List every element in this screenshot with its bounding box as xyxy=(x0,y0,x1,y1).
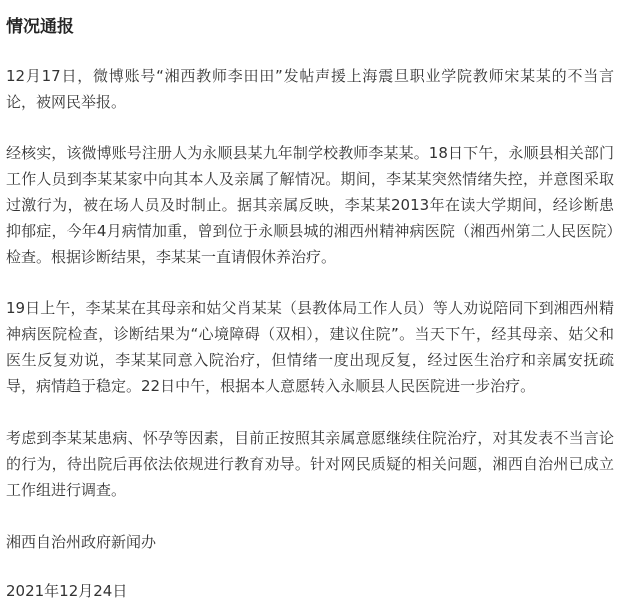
issuer-signature: 湘西自治州政府新闻办 xyxy=(6,533,157,551)
paragraph-report-source: 12月17日，微博账号“湘西教师李田田”发帖声援上海震旦职业学院教师宋某某的不当言论，被网民举报。 xyxy=(6,67,614,111)
page-title: 情况通报 xyxy=(6,17,74,37)
paragraph-follow-up: 考虑到李某某患病、怀孕等因素，目前正按照其亲属意愿继续住院治疗，对其发表不当言论的行为，待出院后再依法依规进行教育劝导。针对网民质疑的相关问题，湘西自治州已成立工作组进行调查。 xyxy=(6,429,614,499)
paragraph-treatment: 19日上午，李某某在其母亲和姑父肖某某（县教体局工作人员）等人劝说陪同下到湘西州精神病医院检查，诊断结果为“心境障碍（双相），建议住院”。当天下午，经其母亲、姑父和医生反复劝说，李某某同意入院治疗，但情绪一度出现反复，经过医生治疗和亲属安抚疏导，病情趋于稳定。22日中午，根据本人意愿转入永顺县人民医院进一步治疗。 xyxy=(6,299,614,395)
issue-date: 2021年12月24日 xyxy=(6,582,128,600)
paragraph-verification: 经核实，该微博账号注册人为永顺县某九年制学校教师李某某。18日下午，永顺县相关部门工作人员到李某某家中向其本人及亲属了解情况。期间，李某某突然情绪失控，并意图采取过激行为，被在场人员及时制止。据其亲属反映，李某某2013年在读大学期间，经诊断患抑郁症，今年4月病情加重，曾到位于永顺县城的湘西州精神病医院（湘西州第二人民医院）检查。根据诊断结果，李某某一直请假休养治疗。 xyxy=(6,144,614,266)
